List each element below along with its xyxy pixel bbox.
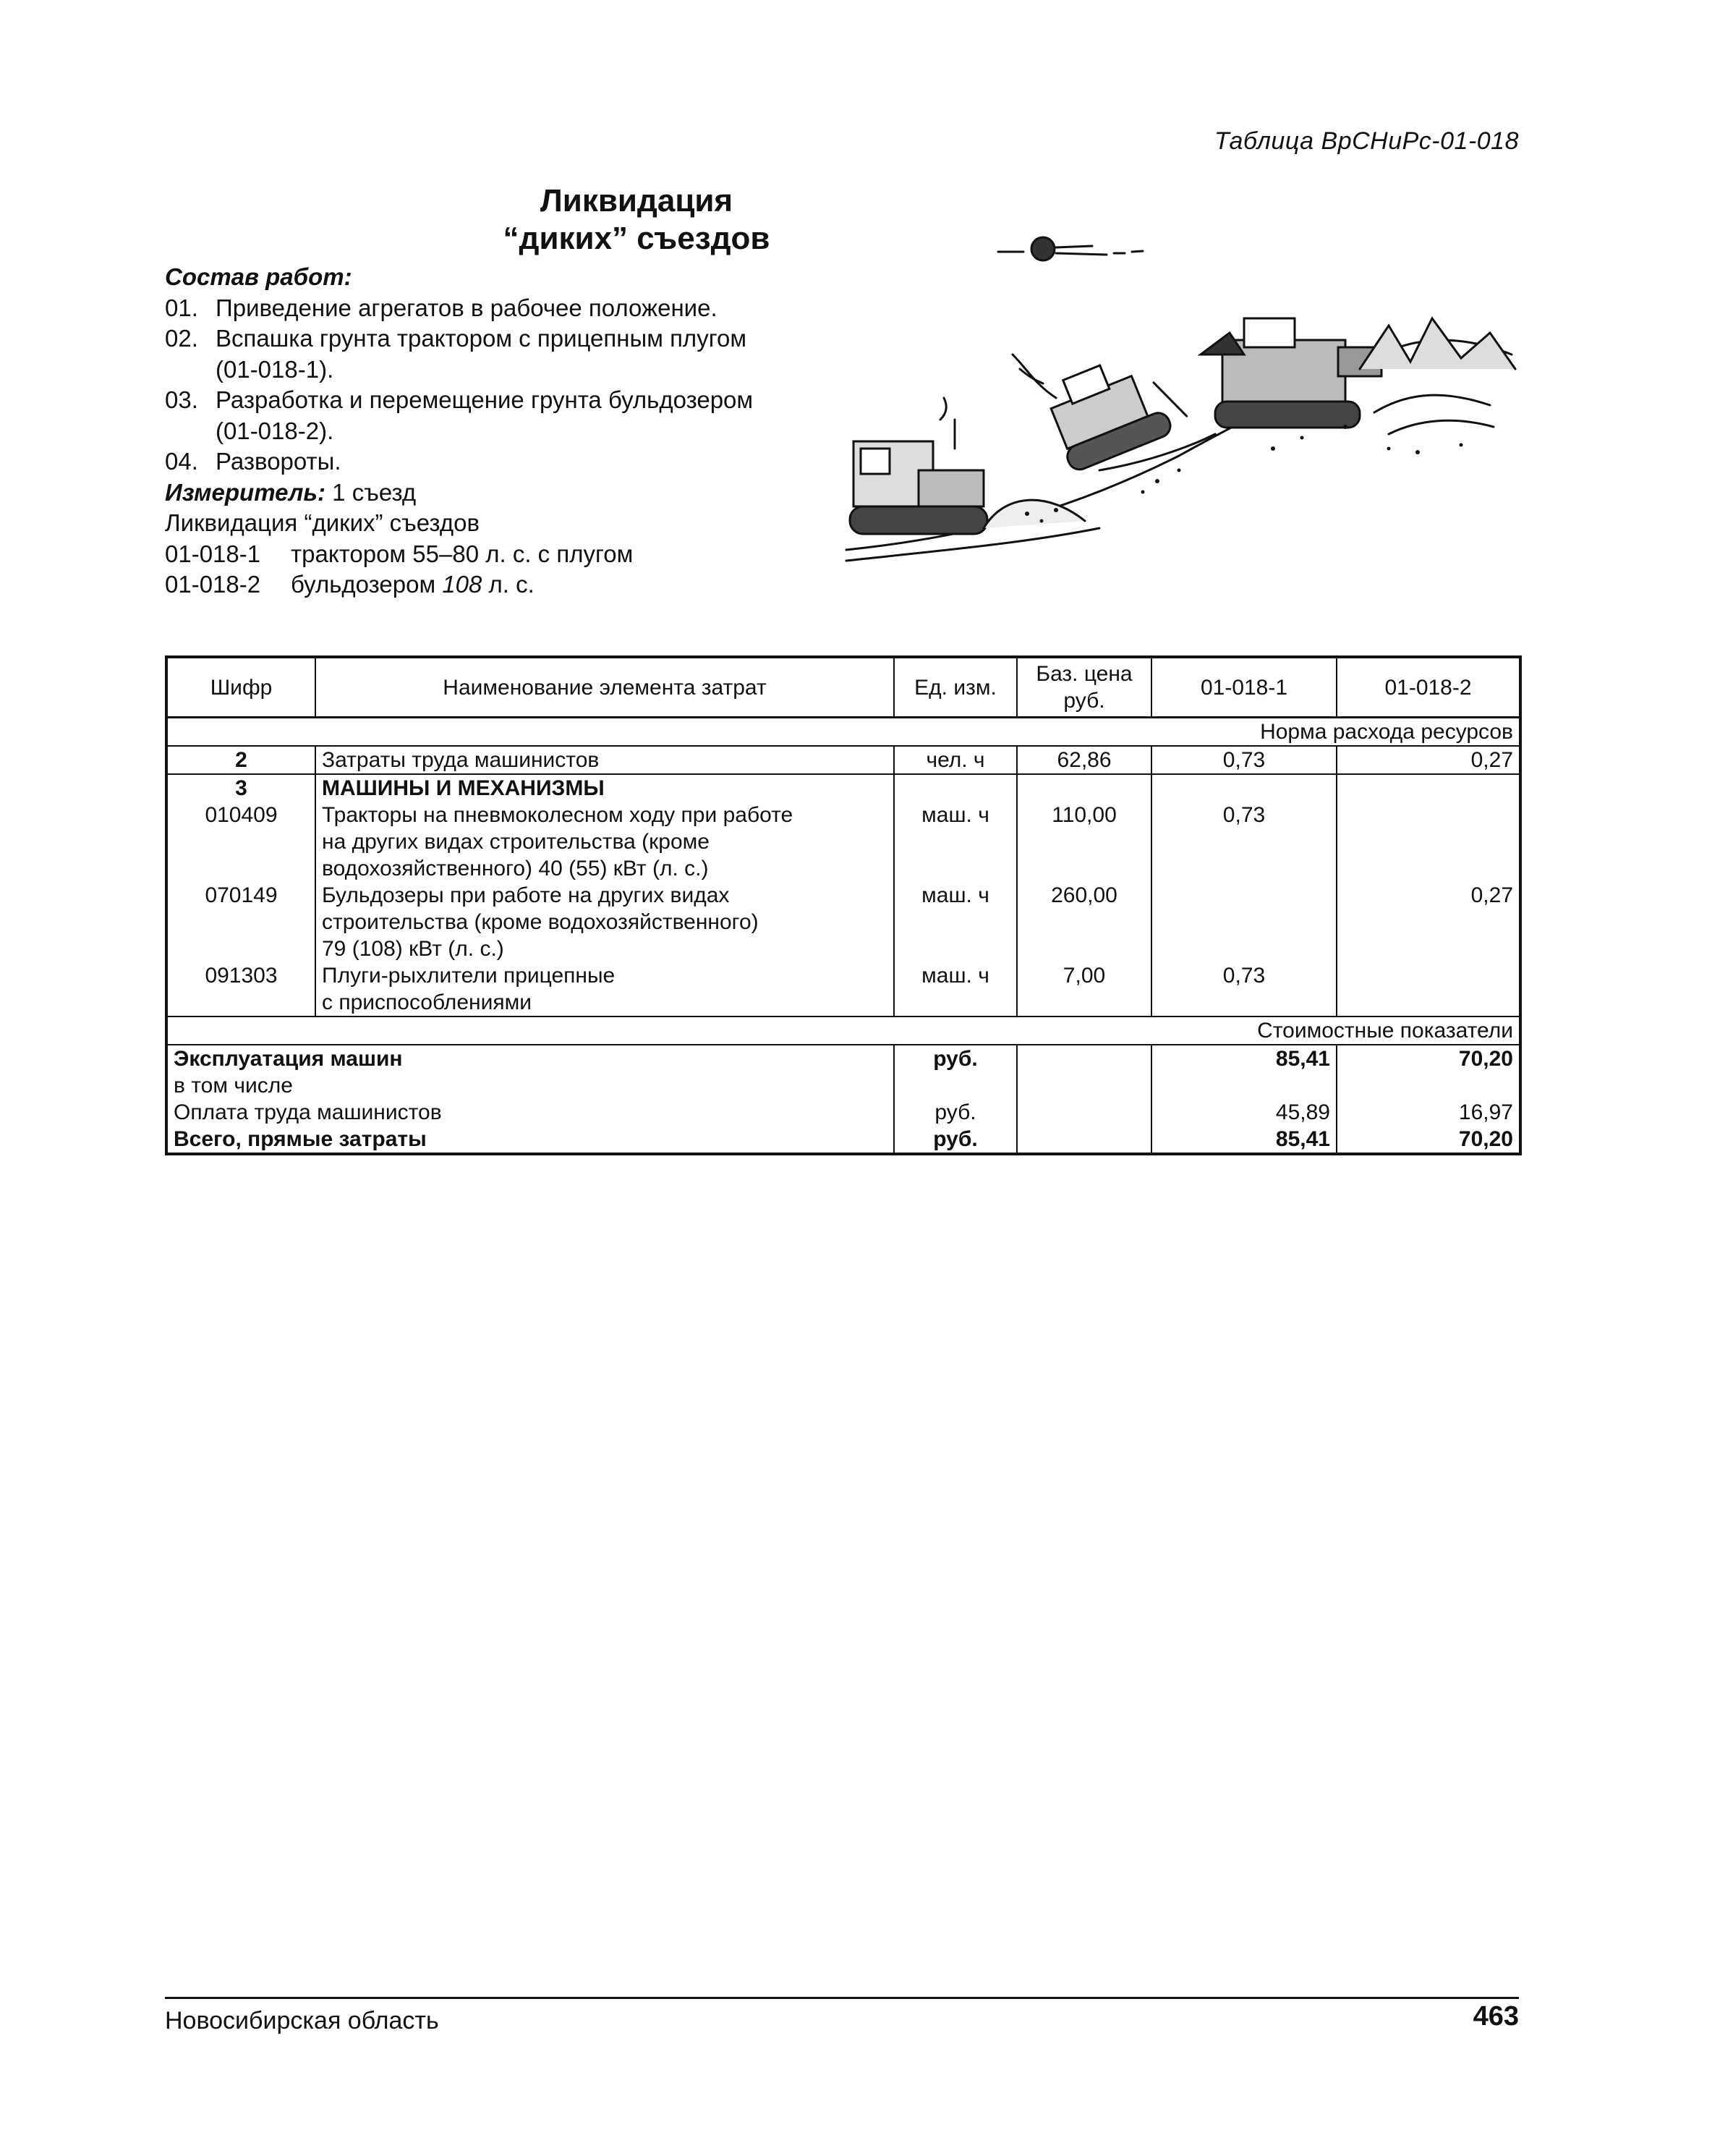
col-header-01-018-1: 01-018-1 [1151,657,1337,718]
cell-unit: маш. ч [894,882,1017,962]
col-header-code: Шифр [166,657,315,718]
total-v1: 85,41 [1151,1126,1337,1154]
cell-v2 [1337,802,1520,882]
work-composition-label: Состав работ: [165,263,352,290]
col-header-name: Наименование элемента затрат [315,657,894,718]
cell-code: 2 [166,746,315,774]
cell-price: 110,00 [1017,802,1151,882]
cell-unit: чел. ч [894,746,1017,774]
table-row [166,962,1520,1017]
cell-price: 260,00 [1017,882,1151,962]
total-v2: 16,97 [1337,1099,1520,1126]
cell-v2: 0,27 [1337,882,1520,962]
cell-price: 7,00 [1017,962,1151,1017]
meter [165,478,845,509]
cell-price: 62,86 [1017,746,1151,774]
cell-code: 010409 [166,802,315,882]
footer-divider [165,1997,1519,1999]
page-number: 463 [1473,2001,1519,2032]
table-row [166,882,1520,962]
total-unit: руб. [894,1045,1017,1072]
total-v1: 45,89 [1151,1099,1337,1126]
section-norm-row [166,718,1520,747]
table-header-row [166,657,1520,718]
footer-region: Новосибирская область [165,2007,439,2034]
cell-v1: 0,73 [1151,962,1337,1017]
section-norm-label: Норма расхода ресурсов [166,718,1520,747]
table-row-machines-group [166,774,1520,802]
section-cost-row [166,1017,1520,1045]
cell-name: МАШИНЫ И МЕХАНИЗМЫ [315,774,894,802]
cell-v1 [1151,882,1337,962]
total-unit: руб. [894,1126,1017,1154]
subtitle: Ликвидация “диких” съездов [165,509,480,536]
table-row-labor [166,746,1520,774]
work-item-continuation: (01-018-2). [216,417,334,444]
total-name: Оплата труда машинистов [166,1099,894,1126]
total-v2: 70,20 [1337,1126,1520,1154]
total-row [166,1126,1520,1154]
cell-name: Бульдозеры при работе на других видах строительства (кроме водохозяйственного) 79 (108) кВт (л. с.) [315,882,894,962]
page-title [405,182,868,258]
bulldozer-illustration [839,232,1519,572]
total-row [166,1099,1520,1126]
total-row [166,1072,1520,1099]
total-name: Эксплуатация машин [166,1045,894,1072]
cell-name: Затраты труда машинистов [315,746,894,774]
section-cost-label: Стоимостные показатели [166,1017,1520,1045]
title-line-1: Ликвидация [540,183,733,218]
total-name: в том числе [166,1072,894,1099]
work-item: 01. Приведение агрегатов в рабочее положение. [165,294,718,321]
cell-v1: 0,73 [1151,746,1337,774]
cell-v2: 0,27 [1337,746,1520,774]
col-header-price: Баз. цена руб. [1017,657,1151,718]
work-item-continuation: (01-018-1). [216,355,334,383]
work-item: 03. Разработка и перемещение грунта бульдозером [165,386,754,413]
cell-code: 091303 [166,962,315,1017]
work-item: 02. Вспашка грунта трактором с прицепным плугом [165,325,747,352]
cell-unit: маш. ч [894,962,1017,1017]
meter-label: Измеритель: [165,478,325,506]
cell-name: Тракторы на пневмоколесном ходу при работе на других видах строительства (кроме водохозяйственного) 40 (55) кВт (л. с.) [315,802,894,882]
cell-v2 [1337,962,1520,1017]
table-reference: Таблица ВрСНиРс-01-018 [1214,127,1519,155]
cell-code: 070149 [166,882,315,962]
cost-table [165,655,1522,1155]
meter-value: 1 съезд [332,478,417,506]
code-line: 01-018-2 бульдозером 108 л. с. [165,571,535,598]
total-v1: 85,41 [1151,1045,1337,1072]
cell-v1: 0,73 [1151,802,1337,882]
title-line-2: “диких” съездов [503,221,770,256]
col-header-unit: Ед. изм. [894,657,1017,718]
total-unit: руб. [894,1099,1017,1126]
col-header-01-018-2: 01-018-2 [1337,657,1520,718]
cell-code: 3 [166,774,315,802]
total-name: Всего, прямые затраты [166,1126,894,1154]
cell-unit: маш. ч [894,802,1017,882]
work-item: 04. Развороты. [165,448,341,475]
cell-name: Плуги-рыхлители прицепные с приспособлениями [315,962,894,1017]
code-line: 01-018-1 трактором 55–80 л. с. с плугом [165,540,634,567]
total-v2: 70,20 [1337,1045,1520,1072]
work-description [165,262,845,600]
total-row [166,1045,1520,1072]
table-row [166,802,1520,882]
